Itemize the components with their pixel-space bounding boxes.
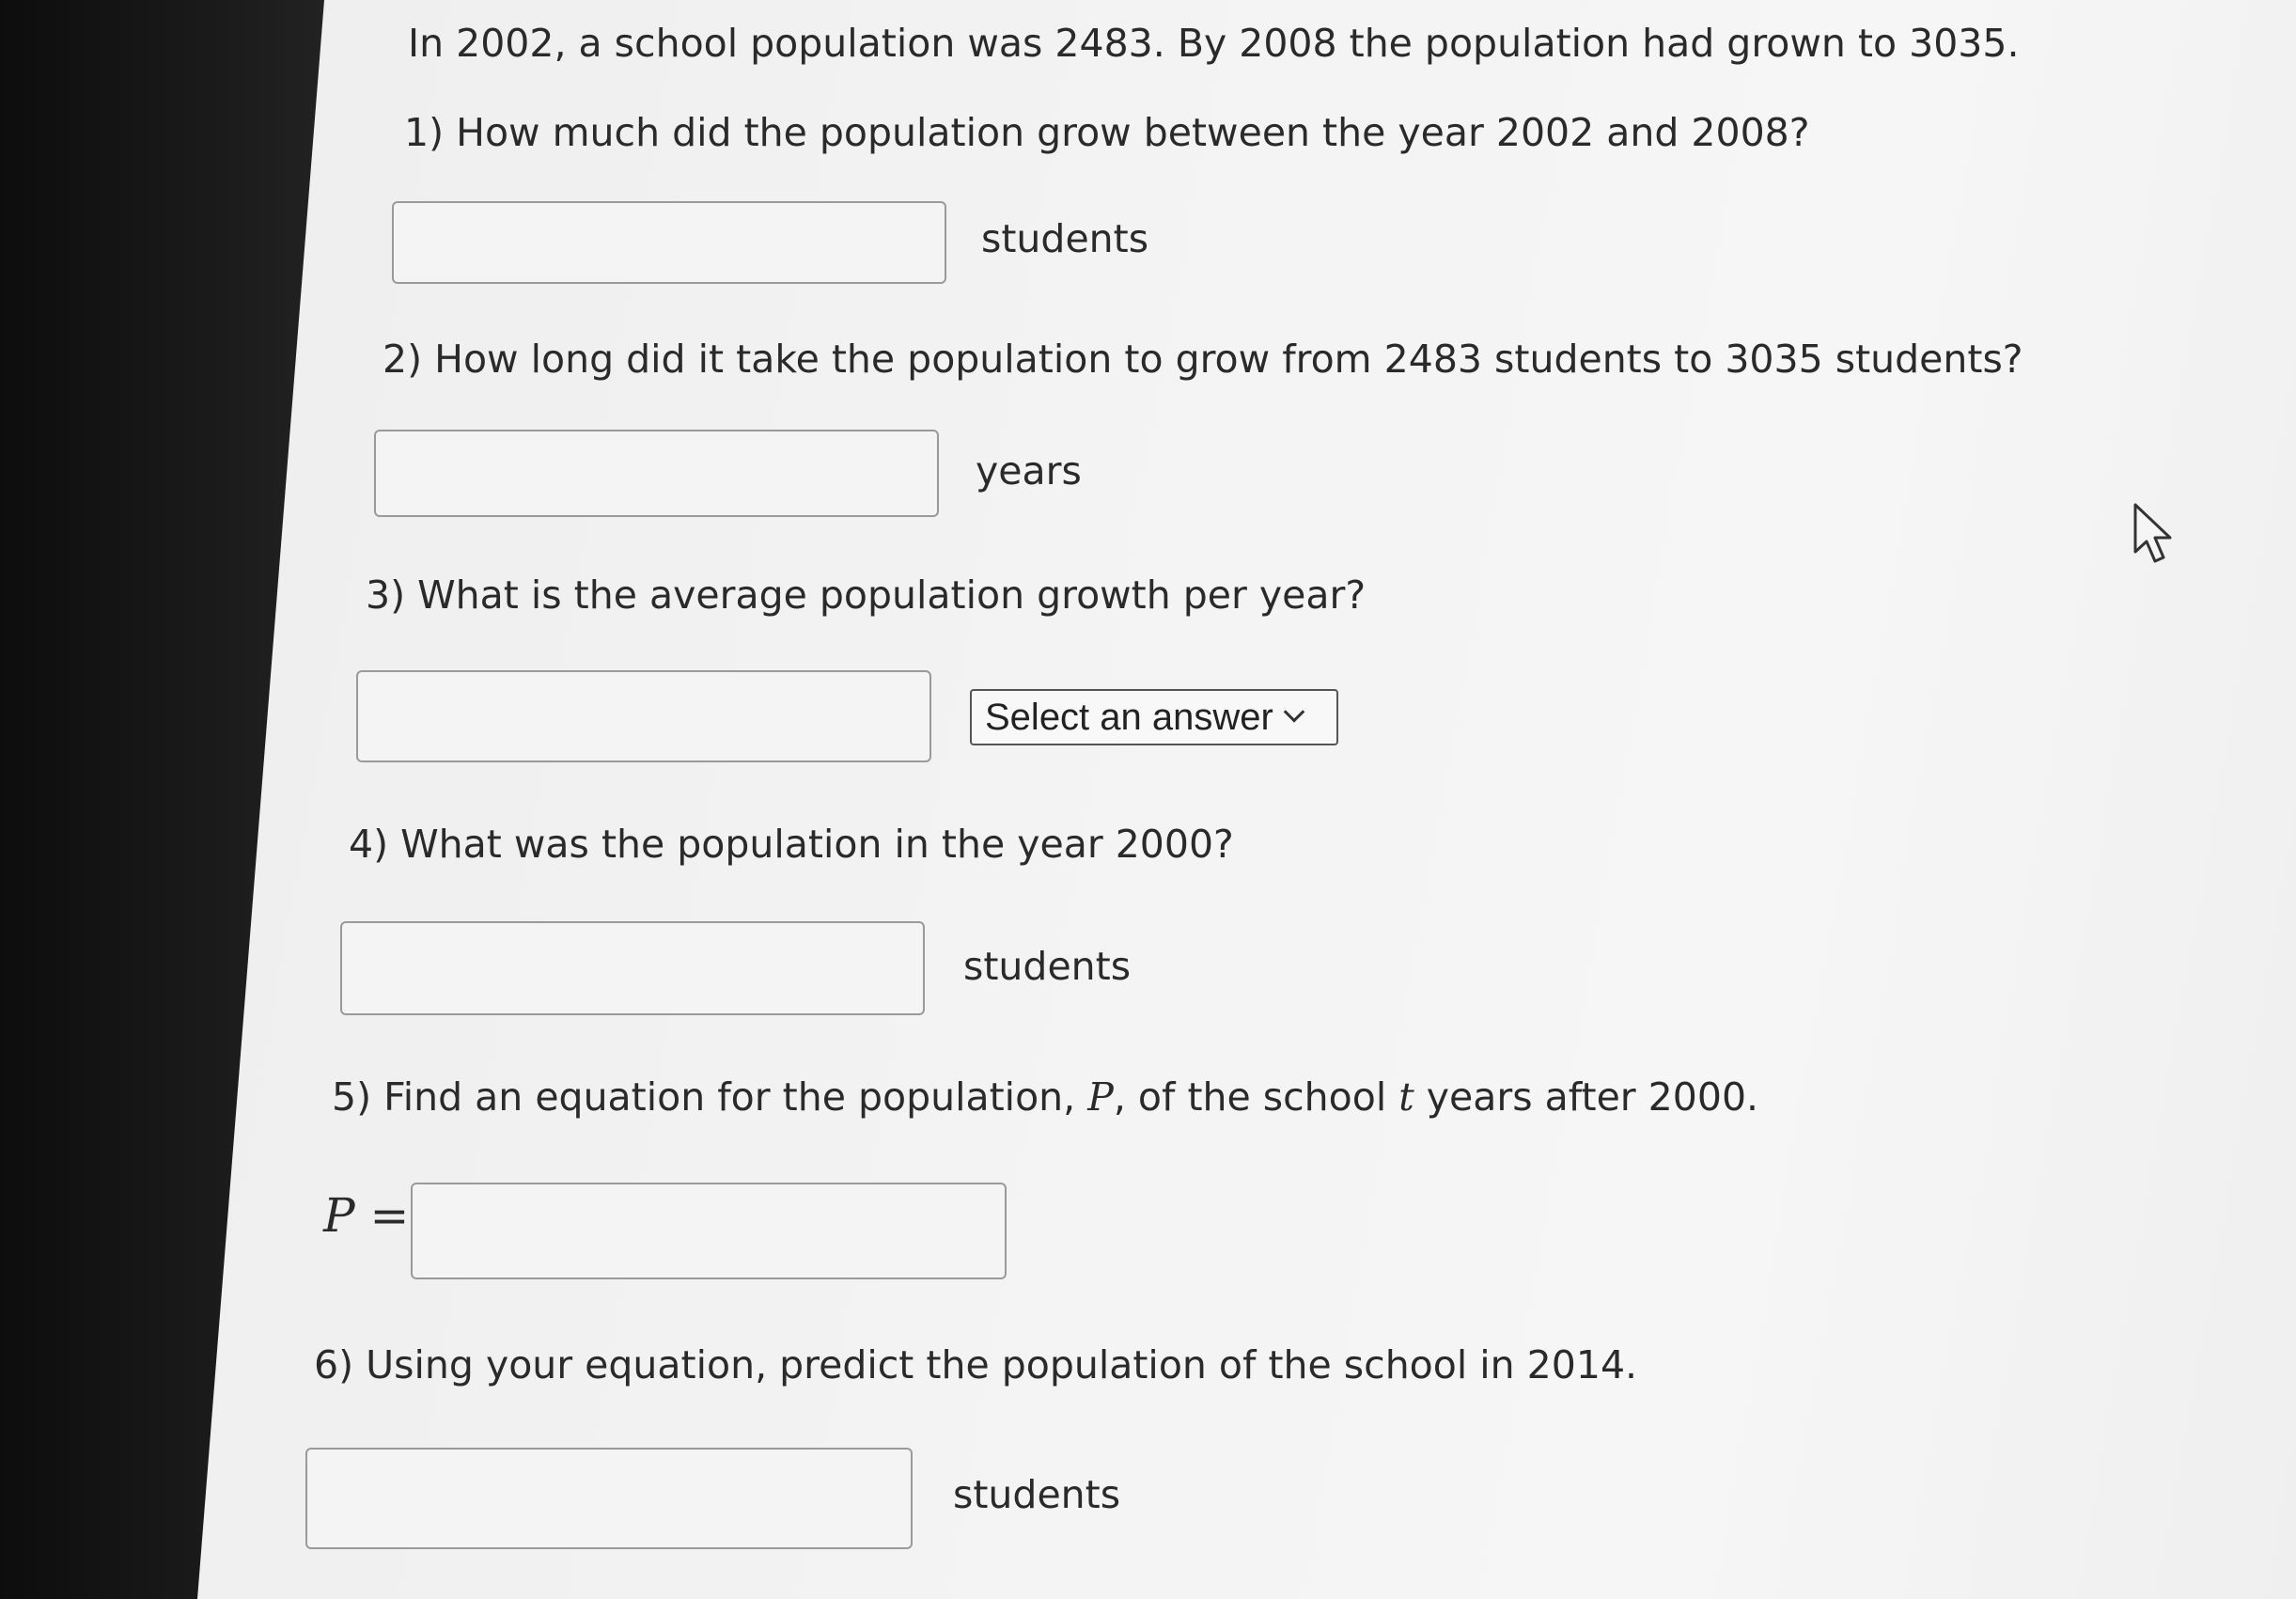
unit-select-dropdown[interactable] bbox=[970, 689, 1338, 745]
variable-p: P bbox=[1087, 1074, 1114, 1120]
question-4-text: What was the population in the year 2000? bbox=[400, 822, 1234, 867]
question-5 bbox=[332, 1074, 1758, 1120]
question-1-text: How much did the population grow between the year 2002 and 2008? bbox=[456, 110, 1810, 155]
unit-select-label: Select an answer bbox=[985, 696, 1273, 738]
question-1-number: 1) bbox=[404, 110, 445, 155]
question-2-number: 2) bbox=[383, 337, 423, 382]
question-6-text: Using your equation, predict the population of the school in 2014. bbox=[366, 1342, 1638, 1387]
question-5-text-middle: , of the school bbox=[1113, 1074, 1387, 1120]
question-2 bbox=[383, 337, 2023, 382]
question-6 bbox=[314, 1342, 1637, 1387]
question-3-number: 3) bbox=[366, 572, 406, 618]
question-4 bbox=[349, 822, 1234, 867]
mouse-pointer-icon bbox=[2132, 503, 2179, 569]
question-2-text: How long did it take the population to grow from 2483 students to 3035 students? bbox=[434, 337, 2023, 382]
answer-4-unit: students bbox=[963, 944, 1132, 989]
answer-6-input[interactable] bbox=[305, 1448, 913, 1549]
question-5-text-before: Find an equation for the population, bbox=[383, 1074, 1076, 1120]
answer-4-input[interactable] bbox=[340, 921, 925, 1015]
chevron-down-icon bbox=[1284, 701, 1305, 723]
answer-2-input[interactable] bbox=[374, 430, 939, 517]
question-5-number: 5) bbox=[332, 1074, 372, 1120]
question-6-number: 6) bbox=[314, 1342, 354, 1387]
variable-t: t bbox=[1398, 1074, 1414, 1120]
answer-2-unit: years bbox=[976, 448, 1082, 494]
answer-3-input[interactable] bbox=[356, 670, 931, 762]
question-5-text-after: years after 2000. bbox=[1426, 1074, 1759, 1120]
equation-input[interactable] bbox=[411, 1183, 1007, 1279]
question-3 bbox=[366, 572, 1366, 618]
answer-1-input[interactable] bbox=[392, 201, 946, 284]
question-4-number: 4) bbox=[349, 822, 389, 867]
answer-6-unit: students bbox=[953, 1472, 1121, 1517]
question-1 bbox=[404, 110, 1810, 155]
equation-label: P = bbox=[323, 1188, 410, 1243]
question-3-text: What is the average population growth per year? bbox=[417, 572, 1367, 618]
problem-intro: In 2002, a school population was 2483. By 2008 the population had grown to 3035. bbox=[408, 21, 2020, 66]
answer-1-unit: students bbox=[981, 216, 1149, 261]
